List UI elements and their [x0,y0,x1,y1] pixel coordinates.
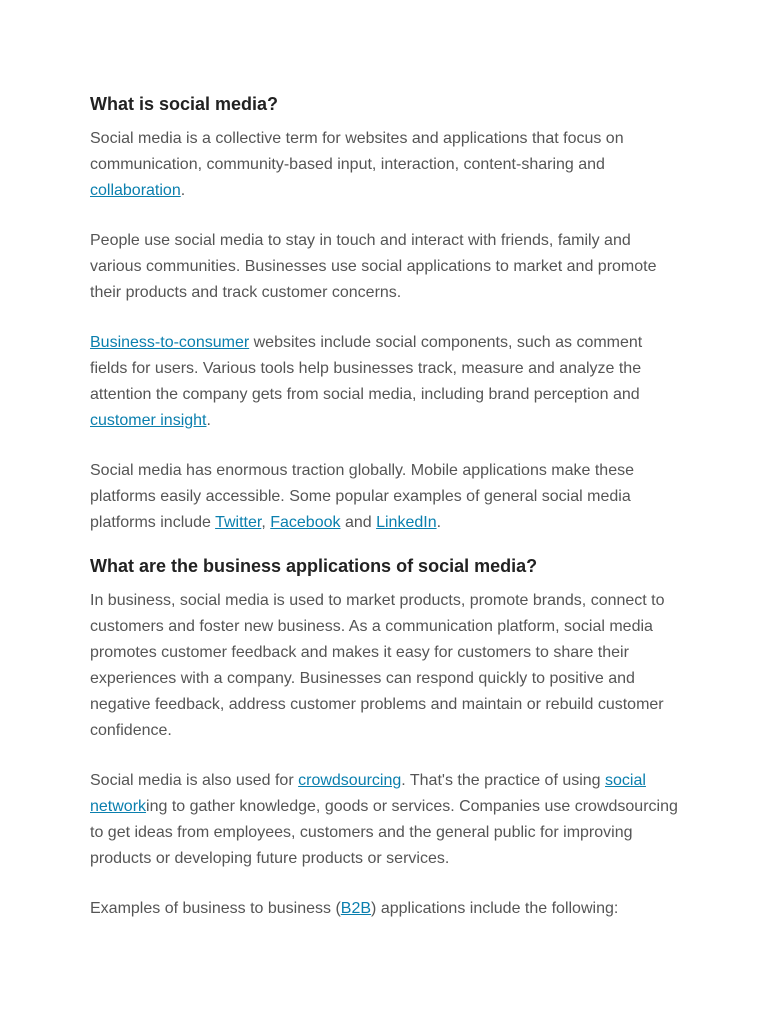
link-social-network[interactable]: social network [90,772,646,815]
paragraph-business-use [90,588,680,744]
paragraph-text: ) applications include the following: [371,900,619,917]
link-customer-insight[interactable]: customer insight [90,412,207,429]
paragraph-text: Examples of business to business ( [90,900,341,917]
link-collaboration[interactable]: collaboration [90,182,181,199]
paragraph-text: websites include social components, such as comment fields for users. Various tools help businesses track, measure and analyze the attention the company gets from social media, including brand perception and [90,334,643,403]
paragraph-text: . [436,514,442,531]
heading-business-applications: What are the business applications of social media? [90,556,538,576]
paragraph-text: People use social media to stay in touch and interact with friends, family and various communities. Businesses use social applications to market and promote their products and track customer concerns. [90,232,657,301]
link-facebook[interactable]: Facebook [270,514,341,531]
paragraph-traction [90,458,680,536]
paragraph-text: In business, social media is used to market products, promote brands, connect to customers and foster new business. As a communication platform, social media promotes customer feedback and makes it easy for customers to share their experiences with a company. Businesses can respond quickly to positive and negative feedback, address customer problems and maintain or rebuild customer confidence. [90,592,665,739]
paragraph-people-use [90,228,680,306]
paragraph-crowdsourcing [90,768,680,872]
paragraph-text: ing to gather knowledge, goods or services. Companies use crowdsourcing to get ideas from employees, customers and the general public for improving products or developing future products or services. [90,798,678,867]
paragraph-text: . [180,182,186,199]
link-linkedin[interactable]: LinkedIn [376,514,437,531]
paragraph-text: Social media is a collective term for websites and applications that focus on communication, community-based input, interaction, content-sharing and [90,130,624,173]
link-b2b[interactable]: B2B [340,900,372,917]
link-business-to-consumer[interactable]: Business-to-consumer [90,334,250,351]
paragraph-text: Social media is also used for [90,772,299,789]
paragraph-definition [90,126,680,204]
paragraph-b2c [90,330,680,434]
paragraph-b2b-examples [90,896,680,922]
heading-what-is-social-media: What is social media? [90,94,279,114]
paragraph-text: . [206,412,211,429]
paragraph-text: Social media has enormous traction globally. Mobile applications make these platforms easily accessible. Some popular examples of general social media platforms include [90,462,634,531]
paragraph-text: , [261,514,271,531]
paragraph-text: . That's the practice of using [401,772,606,789]
link-crowdsourcing[interactable]: crowdsourcing [298,772,402,789]
link-twitter[interactable]: Twitter [215,514,262,531]
paragraph-text: and [340,514,377,531]
